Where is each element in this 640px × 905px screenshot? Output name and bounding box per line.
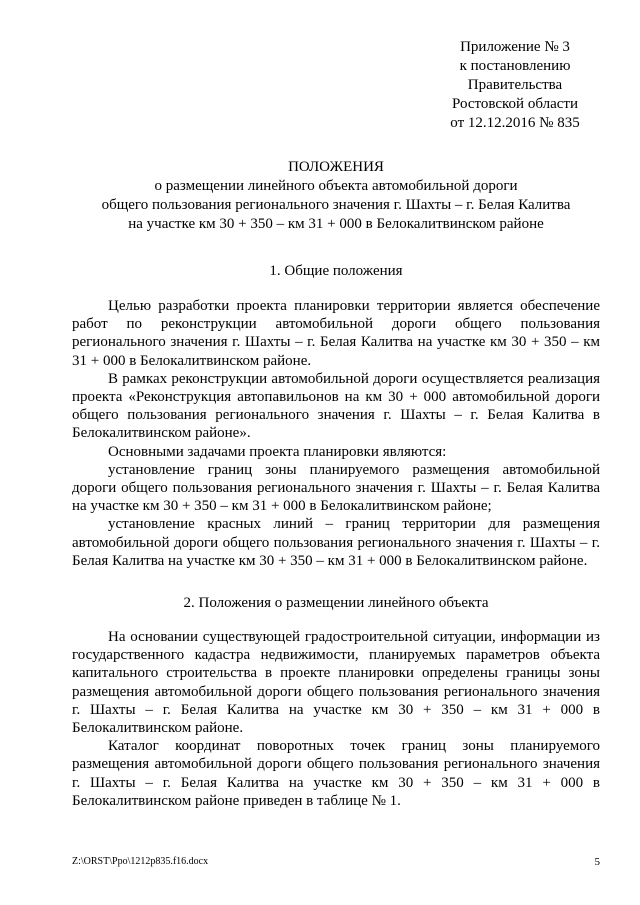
- appendix-header: [400, 38, 630, 133]
- title-line: о размещении линейного объекта автомобильной дороги: [154, 178, 518, 194]
- footer-file-path: Z:\ORST\Ppo\1212p835.f16.docx: [72, 856, 209, 867]
- appendix-line: Правительства: [467, 77, 563, 93]
- title-line: на участке км 30 + 350 – км 31 + 000 в Белокалитвинском районе: [128, 216, 544, 232]
- appendix-line: от 12.12.2016 № 835: [450, 115, 580, 131]
- appendix-line: Ростовской области: [452, 96, 578, 112]
- paragraph: Целью разработки проекта планировки территории является обеспечение работ по реконструкции автомобильной дороги общего пользования регионального значения г. Шахты – г. Белая Калитва на участке км 30 + 350 – км 31 + 000 в Белокалитвинском районе.: [72, 298, 600, 369]
- page-number: 5: [594, 856, 600, 868]
- section-2-heading: 2. Положения о размещении линейного объекта: [183, 595, 489, 611]
- appendix-line: к постановлению: [459, 58, 571, 74]
- appendix-line: Приложение № 3: [460, 39, 570, 55]
- paragraph: Основными задачами проекта планировки являются:: [108, 443, 447, 460]
- paragraph: В рамках реконструкции автомобильной дороги осуществляется реализация проекта «Реконструкция автопавильонов на км 30 + 000 автомобильной дороги общего пользования регионального значения г. Шахты – г. Белая Калитва в Белокалитвинском районе».: [72, 370, 600, 442]
- paragraph: установление красных линий – границ территории для размещения автомобильной дороги общего пользования регионального значения г. Шахты – г. Белая Калитва на участке км 30 + 350 – км 31 + 000 в Белокалитвинском районе.: [72, 516, 600, 569]
- paragraph: На основании существующей градостроительной ситуации, информации из государственного кадастра недвижимости, планируемых параметров объекта капитального строительства в проекте планировки определены границы зоны размещения автомобильной дороги общего пользования регионального значения г. Шахты – г. Белая Калитва на участке км 30 + 350 – км 31 + 000 в Белокалитвинском районе.: [72, 629, 600, 737]
- paragraph: Каталог координат поворотных точек границ зоны планируемого размещения автомобильной дороги общего пользования регионального значения г. Шахты – г. Белая Калитва на участке км 30 + 350 – км 31 + 000 в Белокалитвинском районе приведен в таблице № 1.: [72, 738, 600, 809]
- section-2-body: [72, 628, 600, 810]
- section-1-body: [72, 297, 600, 570]
- title-line: общего пользования регионального значения г. Шахты – г. Белая Калитва: [101, 197, 571, 213]
- document-title: [72, 158, 600, 234]
- paragraph: установление границ зоны планируемого размещения автомобильной дороги общего пользования регионального значения г. Шахты – г. Белая Калитва на участке км 30 + 350 – км 31 + 000 в Белокалитвинском районе;: [72, 461, 600, 515]
- title-heading: ПОЛОЖЕНИЯ: [288, 159, 384, 175]
- section-1-heading: 1. Общие положения: [269, 263, 403, 279]
